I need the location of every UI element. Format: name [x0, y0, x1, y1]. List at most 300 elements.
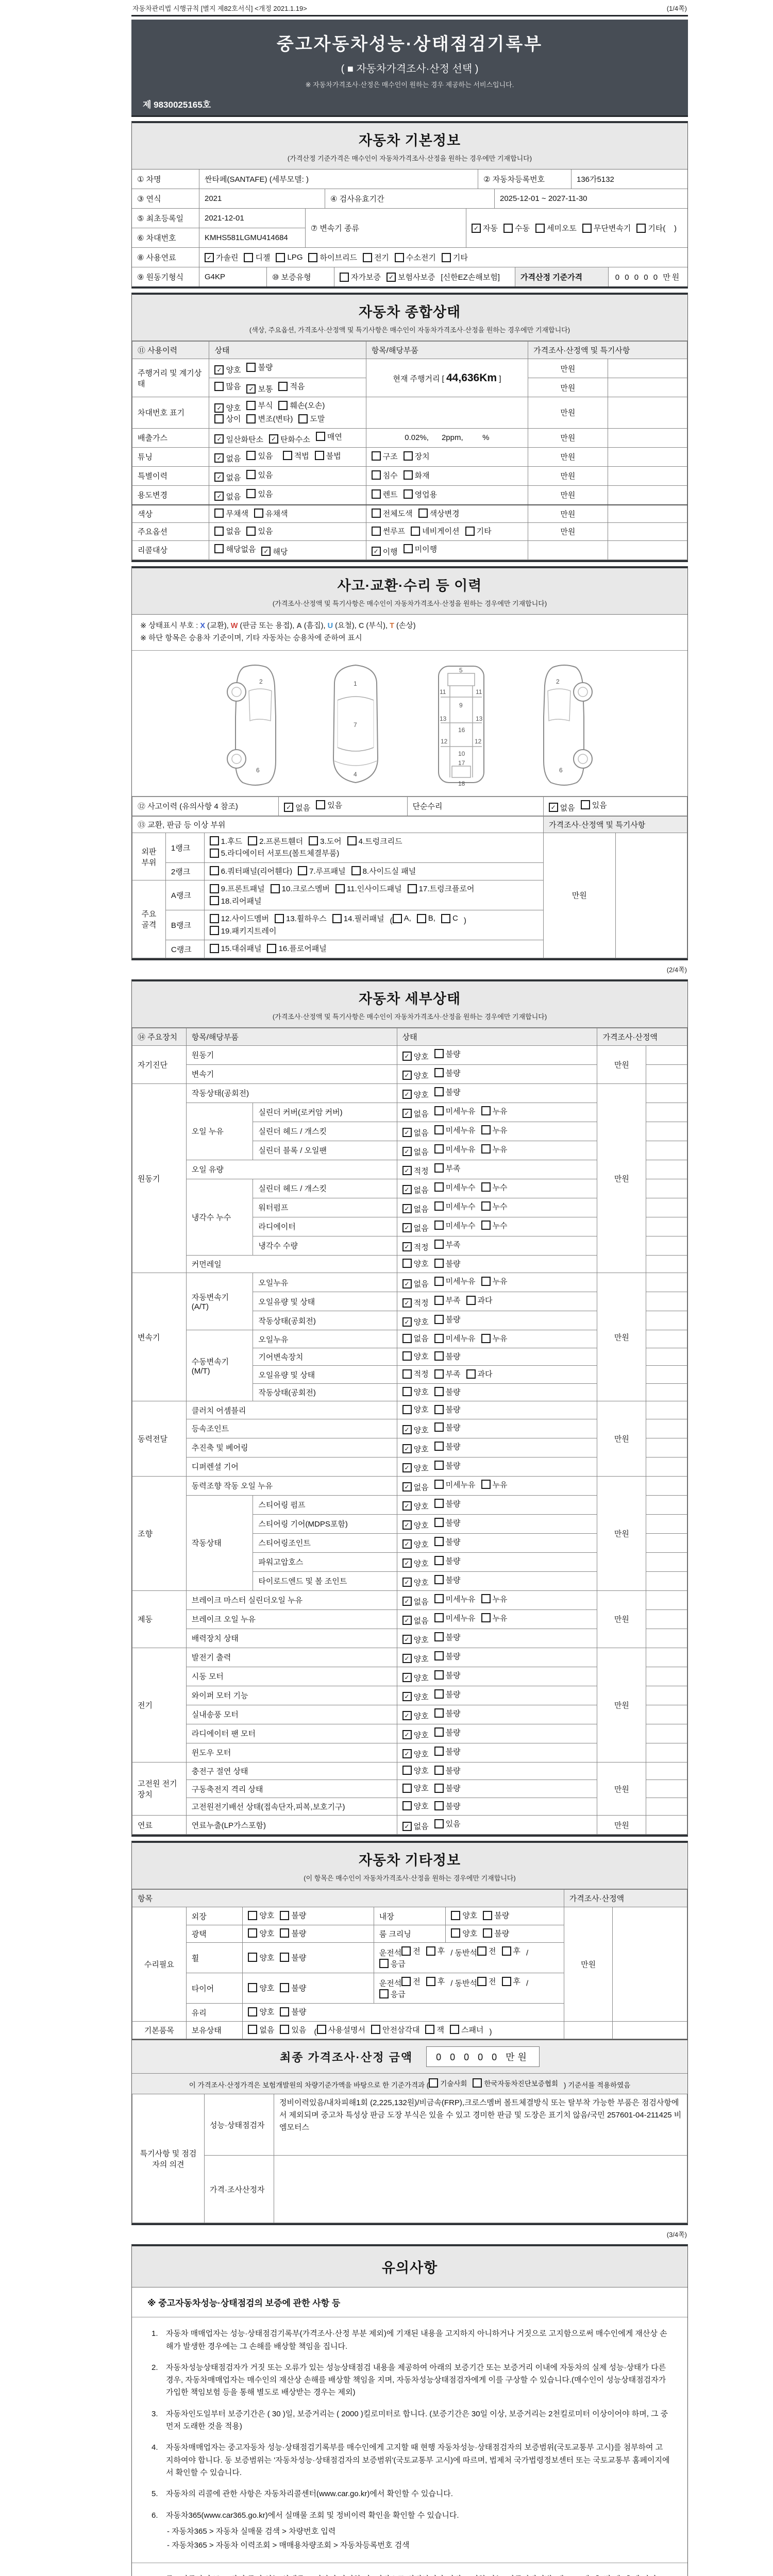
col-header: 항목	[132, 1890, 564, 1907]
checkbox-option	[477, 1976, 496, 1987]
item-cell	[366, 523, 528, 541]
svg-text:7: 7	[354, 721, 357, 728]
checkbox-label: 양호	[226, 404, 241, 413]
checkbox-option	[347, 836, 402, 846]
checkbox-label: 양호	[259, 1984, 275, 1993]
text-segment: T	[390, 621, 394, 630]
unchecked-box-icon	[434, 1747, 444, 1756]
unchecked-box-icon	[481, 1182, 491, 1192]
checkbox-label: 13.휠하우스	[285, 914, 327, 924]
checked-box-icon: ✓	[549, 803, 558, 812]
checkbox-label: 불량	[445, 1537, 461, 1547]
row-label: 배출가스	[132, 428, 209, 447]
checkbox-option	[402, 1070, 429, 1081]
checkbox-option	[402, 1368, 429, 1379]
unchecked-box-icon	[434, 1480, 444, 1489]
checkbox-label: 양호	[462, 1911, 478, 1921]
unchecked-box-icon	[276, 253, 285, 262]
unchecked-box-icon	[481, 1125, 491, 1134]
unchecked-box-icon	[316, 432, 325, 441]
unchecked-box-icon	[425, 2025, 434, 2034]
text-segment: (	[312, 2027, 317, 2037]
checked-box-icon: ✓	[402, 1692, 412, 1701]
checkbox-option	[210, 913, 269, 924]
checkbox-option	[372, 526, 405, 536]
checked-box-icon: ✓	[284, 803, 293, 812]
document-title: 중고자동차성능·상태점검기록부	[276, 35, 543, 54]
checkbox-option	[418, 508, 460, 519]
checkbox-label: 전	[413, 1947, 421, 1956]
text-segment: (판금 또는 용접),	[238, 621, 297, 630]
item-cell: 윈도우 모터	[186, 1743, 397, 1762]
unchecked-box-icon	[210, 866, 219, 875]
checkbox-option	[280, 1982, 306, 1993]
stat-cell	[397, 1609, 597, 1629]
unchecked-box-icon	[402, 1351, 412, 1361]
checkbox-label: 양호	[259, 1953, 275, 1962]
unchecked-box-icon	[434, 1784, 444, 1793]
unchecked-box-icon	[477, 1946, 486, 1956]
panel-options	[204, 880, 543, 910]
table-row	[132, 2156, 687, 2223]
price-col-header: 가격조사·산정액 및 특기사항	[543, 816, 687, 833]
checkbox-label: 적정	[413, 1370, 429, 1379]
extra-cell	[646, 1686, 687, 1705]
checkbox-option	[481, 1594, 508, 1604]
law-reference: 자동차관리법 시행규칙 [별지 제82호서식] <개정 2021.1.19>	[132, 5, 307, 12]
checkbox-option	[284, 802, 310, 813]
field-label: ⑦ 변속기 종류	[305, 209, 466, 247]
item-cell: 고전원전기배선 상태(접속단자,피복,보호기구)	[186, 1798, 397, 1816]
extra-cell	[646, 1438, 687, 1457]
checkbox-label: 미세누유	[445, 1277, 476, 1286]
price-cell: 만원	[528, 397, 608, 429]
checkbox-option	[402, 1765, 429, 1776]
checkbox-option	[481, 1201, 508, 1212]
item-cell: 발전기 출력	[186, 1648, 397, 1667]
section-title: 사고·교환·수리 등 이력	[337, 578, 482, 594]
field-label: ① 차명	[137, 175, 161, 184]
unchecked-box-icon	[372, 489, 381, 499]
item-cell: 구동축전지 격리 상태	[186, 1780, 397, 1798]
document-page	[131, 0, 688, 2576]
extra-cell	[646, 1514, 687, 1533]
stat-cell	[397, 1667, 597, 1686]
unchecked-box-icon	[434, 1163, 444, 1173]
table-row	[132, 485, 687, 505]
checkbox-option	[434, 1479, 476, 1490]
stat-cell	[397, 1401, 597, 1419]
checkbox-label: 없음	[413, 1147, 429, 1157]
section-subtitle: (가격조사·산정액 및 특기사항은 매수인이 자동차가격조사·산정을 원하는 경우에만 기재합니다)	[272, 1012, 547, 1021]
checked-box-icon: ✓	[402, 1298, 412, 1308]
checkbox-label: 부족	[445, 1370, 461, 1379]
checkbox-label: 없음	[259, 2025, 275, 2035]
extra-cell	[646, 1762, 687, 1780]
checkbox-label: 스패너	[461, 2025, 484, 2035]
item-cell: 워터펌프	[253, 1198, 397, 1217]
unchecked-box-icon	[214, 414, 224, 423]
note-cell	[608, 447, 687, 466]
overall-status-table	[132, 341, 687, 560]
unchecked-box-icon	[434, 1801, 444, 1810]
rank-label: A랭크	[165, 880, 204, 910]
checkbox-label: 양호	[413, 1352, 429, 1361]
checkbox-option	[481, 1144, 508, 1155]
checkbox-option	[549, 802, 575, 813]
checkbox-option	[402, 1653, 429, 1664]
checkbox-label: 사용설명서	[328, 2025, 365, 2035]
extra-cell	[646, 1273, 687, 1292]
checkbox-option	[214, 544, 256, 554]
price-survey-note: ※ 자동차가격조사·산정은 매수인이 원하는 경우 제공하는 서비스입니다.	[305, 81, 514, 89]
checkbox-option	[434, 1422, 461, 1433]
checked-box-icon: ✓	[372, 547, 381, 556]
note-cell	[613, 2021, 687, 2039]
item-cell: 실내송풍 모터	[186, 1705, 397, 1724]
item-cell: 타이로드엔드 및 볼 조인트	[253, 1571, 397, 1590]
unchecked-box-icon	[246, 489, 256, 498]
unchecked-box-icon	[335, 884, 345, 893]
checkbox-label: 침수	[382, 471, 398, 480]
checkbox-label: 불량	[445, 1690, 461, 1699]
wheel-position-options	[374, 1943, 564, 1973]
checkbox-label: 불량	[494, 1911, 510, 1921]
checkbox-option	[434, 1498, 461, 1509]
unchecked-box-icon	[372, 509, 381, 518]
checkbox-option	[332, 913, 384, 924]
price-basis-line	[132, 2073, 687, 2094]
unchecked-box-icon	[379, 1989, 389, 1998]
checkbox-option	[434, 1295, 461, 1306]
item-cell: 브레이크 마스터 실린더오일 누유	[186, 1590, 397, 1609]
extra-cell	[646, 1217, 687, 1236]
checkbox-option	[267, 943, 326, 954]
sub-cell: 작동상태	[186, 1495, 253, 1590]
row-label: 차대번호 표기	[132, 397, 209, 429]
extra-cell	[646, 1816, 687, 1835]
field-label: ④ 검사유효기간	[325, 189, 494, 208]
item-cell: 클러치 어셈블리	[186, 1401, 397, 1419]
checkbox-option	[434, 1220, 476, 1231]
status-cell	[209, 378, 366, 397]
checkbox-label: 누수	[492, 1183, 508, 1192]
checkbox-option	[402, 1801, 429, 1811]
detail-row	[132, 1476, 687, 1495]
item-label: 내장	[374, 1907, 446, 1925]
unchecked-box-icon	[434, 1499, 444, 1508]
unchecked-box-icon	[434, 1144, 444, 1154]
unchecked-box-icon	[214, 527, 224, 536]
section-accident-history	[131, 566, 688, 960]
stat-cell	[397, 1083, 597, 1103]
unchecked-box-icon	[283, 451, 292, 460]
checkbox-label: 렌트	[382, 490, 398, 499]
checked-box-icon: ✓	[402, 1147, 412, 1156]
stat-cell	[397, 1292, 597, 1311]
checkbox-option	[402, 1108, 429, 1119]
unchecked-box-icon	[426, 1977, 435, 1986]
unchecked-box-icon	[434, 1613, 444, 1622]
checkbox-option	[466, 1368, 493, 1379]
document-number: 제 9830025165호	[143, 100, 211, 110]
extra-cell	[646, 1780, 687, 1798]
status-cell	[446, 1907, 564, 1925]
checked-box-icon: ✓	[402, 1711, 412, 1720]
checkbox-option	[402, 1127, 429, 1138]
checkbox-option	[481, 1276, 508, 1286]
notice-subitem: - 자동차365 > 자동차 실매물 검색 > 차량번호 입력	[167, 2527, 336, 2536]
checkbox-label: 불량	[445, 1518, 461, 1528]
checked-box-icon: ✓	[402, 1578, 412, 1587]
checked-box-icon: ✓	[402, 1052, 412, 1061]
inspection-period-value: 2025-12-01 ~ 2027-11-30	[494, 189, 687, 208]
item-cell: 실린더 블록 / 오일팬	[253, 1141, 397, 1160]
checkbox-option	[246, 526, 273, 536]
checked-box-icon: ✓	[214, 453, 224, 463]
extra-cell	[646, 1571, 687, 1590]
final-price-value: 0 0 0 0 0 만원	[426, 2046, 540, 2067]
checkbox-option	[280, 1952, 306, 1963]
item-cell: 충전구 절연 상태	[186, 1762, 397, 1780]
checkbox-option	[404, 451, 430, 462]
item-cell	[366, 447, 528, 466]
unchecked-box-icon	[434, 1442, 444, 1451]
stat-cell	[397, 1476, 597, 1495]
checkbox-option	[434, 1368, 461, 1379]
checkbox-option	[481, 1182, 508, 1193]
sub-cell: 오일 누유	[186, 1103, 253, 1160]
checked-box-icon: ✓	[269, 434, 278, 444]
checkbox-label: 무단변속기	[593, 224, 631, 233]
text-segment: C	[358, 621, 364, 630]
checkbox-option	[434, 1727, 461, 1738]
unchecked-box-icon	[451, 1911, 460, 1920]
item-cell: 동력조향 작동 오일 누유	[186, 1476, 397, 1495]
unchecked-box-icon	[246, 414, 256, 423]
note-cell	[608, 359, 687, 378]
checkbox-label: 양호	[413, 1673, 429, 1683]
checkbox-label: 불량	[445, 1652, 461, 1661]
checkbox-label: 있음	[258, 527, 273, 536]
checkbox-option	[246, 469, 273, 480]
checkbox-option	[408, 883, 475, 894]
stat-cell	[397, 1122, 597, 1141]
unchecked-box-icon	[434, 1651, 444, 1660]
stat-cell	[397, 1743, 597, 1762]
checkbox-option	[473, 2078, 558, 2088]
extra-cell	[646, 1590, 687, 1609]
unchecked-box-icon	[210, 914, 219, 923]
final-price-row	[132, 2039, 687, 2073]
checkbox-option	[451, 1928, 477, 1939]
col-header: 항목/해당부품	[366, 342, 528, 359]
unchecked-box-icon	[411, 527, 420, 536]
checkbox-option	[402, 1165, 429, 1176]
table-row	[132, 505, 687, 523]
checkbox-option	[426, 1976, 445, 1987]
unchecked-box-icon	[248, 1983, 257, 1992]
note-cell	[608, 523, 687, 541]
checkbox-label: 없음	[226, 473, 241, 482]
checkbox-label: 불량	[445, 1315, 461, 1325]
svg-text:13: 13	[476, 715, 483, 722]
stat-cell	[397, 1330, 597, 1348]
text-segment: / 동반석	[450, 1979, 478, 1988]
item-cell: 스티어링 기어(MDPS포함)	[253, 1514, 397, 1533]
checkbox-option	[254, 508, 288, 519]
unchecked-box-icon	[280, 1928, 289, 1938]
table-row	[132, 796, 687, 816]
notice-item-number: 1.	[152, 2329, 158, 2338]
unchecked-box-icon	[434, 1182, 444, 1192]
checkbox-option	[379, 1958, 406, 1969]
checkbox-option	[402, 1242, 429, 1252]
checked-box-icon: ✓	[205, 253, 214, 262]
stat-cell	[397, 1311, 597, 1330]
checkbox-option	[402, 1146, 429, 1157]
section-subtitle: (이 항목은 매수인이 자동차가격조사·산정을 원하는 경우에만 기재합니다)	[304, 1874, 516, 1883]
unchecked-box-icon	[483, 1928, 492, 1938]
checkbox-label: 2.프론트휀더	[259, 837, 304, 846]
checkbox-label: 장치	[414, 452, 430, 461]
checkbox-option	[316, 800, 342, 810]
extra-cell	[646, 1160, 687, 1179]
unchecked-box-icon	[275, 914, 284, 923]
unchecked-box-icon	[481, 1144, 491, 1154]
checkbox-label: 양호	[413, 1071, 429, 1080]
text-segment: /	[526, 1948, 529, 1958]
unchecked-box-icon	[481, 1277, 491, 1286]
extra-cell	[646, 1705, 687, 1724]
col-header: 가격조사·산정액	[597, 1028, 687, 1045]
checkbox-label: 양호	[413, 1052, 429, 1061]
price-cell: 만원	[528, 359, 608, 378]
notice-item-number: 5.	[152, 2489, 158, 2499]
unchecked-box-icon	[298, 866, 307, 875]
checkbox-option	[401, 1976, 421, 1987]
transmission-type-options	[466, 209, 687, 247]
checkbox-option	[246, 383, 273, 394]
checkbox-label: 누유	[492, 1145, 508, 1154]
svg-text:6: 6	[256, 766, 260, 774]
checkbox-option	[248, 836, 303, 846]
checkbox-option	[280, 1910, 306, 1921]
stat-cell	[397, 1705, 597, 1724]
notice-item-number: 6.	[152, 2511, 158, 2520]
checkbox-label: 양호	[413, 1731, 429, 1740]
unchecked-box-icon	[372, 451, 381, 461]
notice-item	[152, 2510, 670, 2522]
status-cell	[209, 505, 366, 523]
table-header-row	[132, 342, 687, 359]
checkbox-label: 상이	[226, 415, 241, 423]
checked-box-icon: ✓	[402, 1425, 412, 1434]
checkbox-label: 불량	[291, 2008, 307, 2017]
checked-box-icon: ✓	[214, 434, 224, 444]
item-cell: 파워고압호스	[253, 1552, 397, 1571]
svg-text:2: 2	[556, 677, 560, 685]
status-cell	[243, 2004, 564, 2022]
checkbox-label: 가솔린	[216, 253, 239, 262]
checked-box-icon: ✓	[402, 1463, 412, 1472]
extra-cell	[646, 1495, 687, 1514]
item-cell	[366, 505, 528, 523]
checkbox-option	[434, 1333, 476, 1344]
detail-row	[132, 1816, 687, 1835]
notice-item-text: 자동차365(www.car365.go.kr)에서 실매물 조회 및 정비이력 확인을 확인할 수 있습니다.	[166, 2511, 459, 2520]
checkbox-label: 후	[437, 1977, 445, 1987]
stat-cell	[397, 1724, 597, 1743]
text-segment: U	[327, 621, 333, 630]
text-segment: (요철),	[333, 621, 359, 630]
checked-box-icon: ✓	[402, 1654, 412, 1663]
checked-box-icon: ✓	[402, 1597, 412, 1606]
extra-cell	[646, 1648, 687, 1667]
extra-cell	[646, 1383, 687, 1401]
unchecked-box-icon	[280, 2025, 289, 2034]
item-cell: 오일유량 및 상태	[253, 1366, 397, 1384]
checkbox-label: 양호	[413, 1090, 429, 1099]
checked-box-icon: ✓	[402, 1090, 412, 1099]
unchecked-box-icon	[210, 944, 219, 953]
checkbox-option	[402, 1596, 429, 1607]
checked-box-icon: ✓	[402, 1071, 412, 1080]
item-cell: 오일유량 및 상태	[253, 1292, 397, 1311]
stat-cell	[397, 1255, 597, 1273]
checkbox-option	[372, 470, 398, 481]
item-label: 외장	[186, 1907, 243, 1925]
checkbox-label: 있음	[327, 801, 343, 810]
item-label: 휠	[186, 1943, 243, 1973]
checkbox-option	[404, 544, 437, 554]
checkbox-label: 적법	[294, 451, 309, 461]
checkbox-option	[401, 1945, 421, 1956]
sub-cell: 냉각수 누수	[186, 1179, 253, 1255]
detail-row	[132, 1762, 687, 1780]
item-cell: 브레이크 오일 누유	[186, 1609, 397, 1629]
checkbox-option	[483, 1928, 509, 1939]
extra-cell	[646, 1476, 687, 1495]
svg-text:11: 11	[476, 688, 482, 696]
unchecked-box-icon	[404, 544, 413, 553]
unchecked-box-icon	[636, 224, 646, 233]
table-row	[132, 523, 687, 541]
checkbox-option	[402, 1444, 429, 1454]
checkbox-option	[402, 1258, 429, 1269]
checkbox-label: 불량	[445, 1442, 461, 1451]
checkbox-option	[335, 883, 402, 894]
checkbox-label: 부족	[445, 1296, 461, 1306]
stat-cell	[397, 1217, 597, 1236]
checked-box-icon: ✓	[402, 1501, 412, 1511]
table-row	[132, 2094, 687, 2156]
table-header-row	[132, 1028, 687, 1045]
car-diagram-side-left-icon	[224, 660, 286, 789]
notice-item-text: 자동차성능상태점검자가 거짓 또는 오류가 있는 성능상태점검 내용을 제공하여 아래의 보증기간 또는 보증거리 이내에 자동차의 실제 성능·상태가 다른 경우, 자동차매매업자는 매수인의 재산상 손해를 배상할 책임을 지며, 자동차성능상태점검자에게 이를 구상할 수 있습니다.(매수인이 성능상태점검자가 가입한 책임보험 등을 통해 별도로 배상받는 경우는 제외)	[166, 2363, 666, 2397]
section-etc-info	[131, 1841, 688, 2225]
page-number-1: (1/4쪽)	[666, 5, 687, 12]
unchecked-box-icon	[309, 836, 318, 845]
checkbox-option	[248, 1928, 274, 1939]
text-segment: ]	[497, 374, 501, 383]
text-segment: A	[296, 621, 302, 630]
checkbox-option	[210, 943, 262, 954]
text-segment: / 동반석	[450, 1948, 478, 1958]
stat-cell	[397, 1514, 597, 1533]
checkbox-label: 한국자동차진단보증협회	[484, 2080, 558, 2088]
price-cell: 만원	[528, 523, 608, 541]
